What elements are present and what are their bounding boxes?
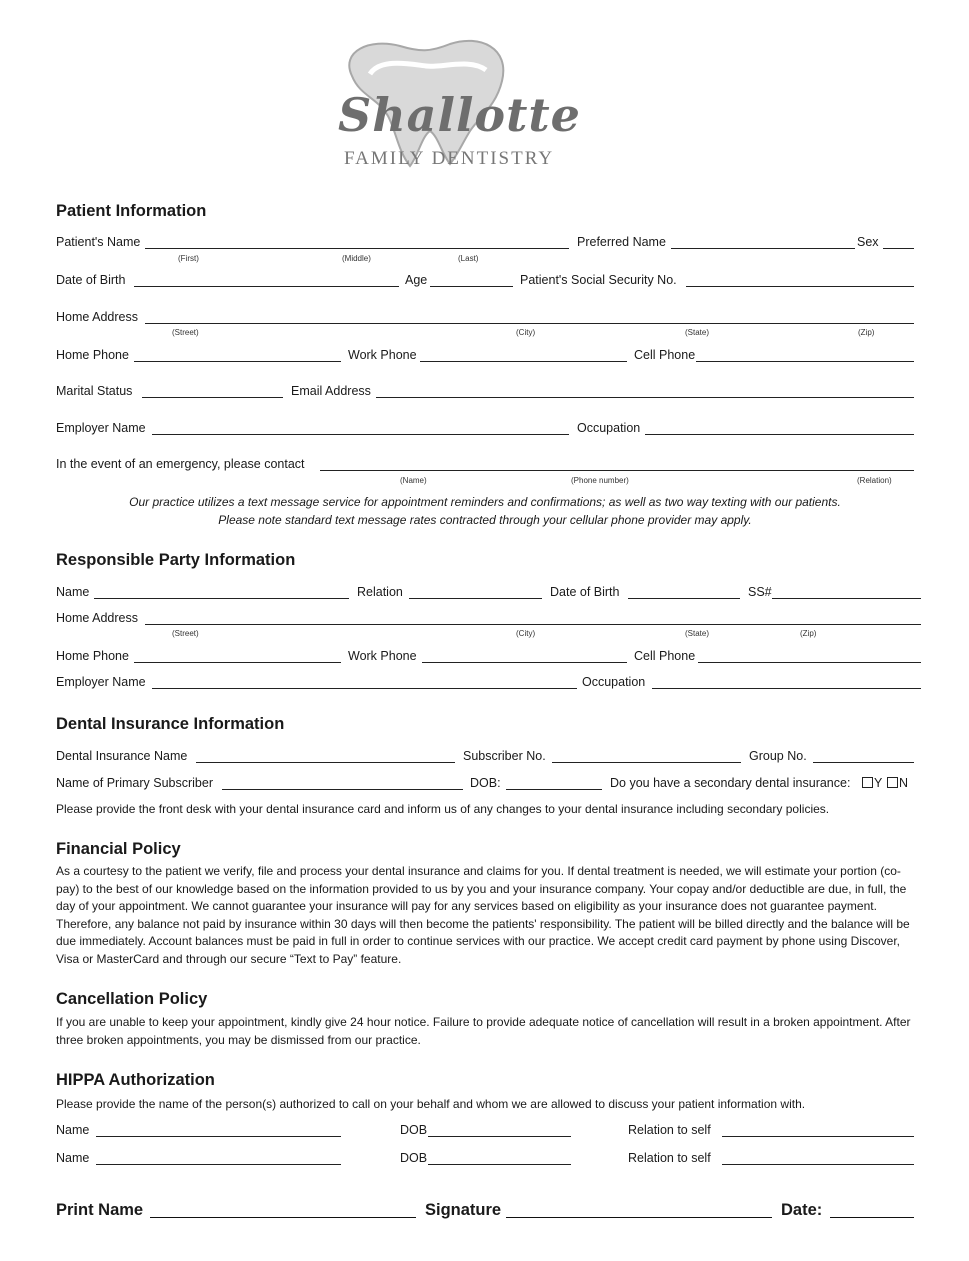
ins-dob-label: DOB: [470, 776, 501, 790]
emergency-label: In the event of an emergency, please contact [56, 457, 305, 471]
logo-tagline: FAMILY DENTISTRY [344, 148, 555, 169]
no-label: N [899, 776, 909, 790]
marital-status-label: Marital Status [56, 384, 133, 398]
work-phone-label: Work Phone [348, 348, 417, 362]
hippa-heading: HIPPA Authorization [56, 1071, 215, 1089]
ins-name-field[interactable] [196, 762, 455, 763]
signature-field[interactable] [506, 1217, 772, 1218]
rp-ss-field[interactable] [772, 598, 921, 599]
email-label: Email Address [291, 384, 371, 398]
home-phone-label: Home Phone [56, 348, 129, 362]
rp-dob-label: Date of Birth [550, 585, 620, 599]
ssn-label: Patient's Social Security No. [520, 273, 677, 287]
secondary-yes-checkbox[interactable] [862, 777, 873, 788]
rp-street-sublabel: (Street) [172, 629, 199, 638]
first-sublabel: (First) [178, 254, 199, 263]
zip-sublabel: (Zip) [858, 328, 875, 337]
secondary-insurance-label: Do you have a secondary dental insurance: [610, 776, 851, 790]
rp-cell-phone-field[interactable] [698, 662, 921, 663]
hippa-name-field-2[interactable] [96, 1164, 341, 1165]
subscriber-no-field[interactable] [552, 762, 741, 763]
rp-dob-field[interactable] [628, 598, 740, 599]
financial-policy-heading: Financial Policy [56, 840, 181, 858]
middle-sublabel: (Middle) [342, 254, 371, 263]
hippa-relation-label-1: Relation to self [628, 1123, 711, 1137]
ins-dob-field[interactable] [506, 789, 602, 790]
hippa-relation-field-1[interactable] [722, 1136, 914, 1137]
rp-relation-label: Relation [357, 585, 403, 599]
subscriber-no-label: Subscriber No. [463, 749, 546, 763]
ssn-field[interactable] [686, 286, 914, 287]
city-sublabel: (City) [516, 328, 536, 337]
financial-policy-text: As a courtesy to the patient we verify, file and process your dental insurance and claims for you. If dental treatment is needed, we will estimate your portion (co-pay) to the best of our knowledge based on the information provided to us by you and your insurance company. Your copay and/or deductible are due, in full, the day of your appointment. We cannot guarantee your insurance will pay for any services based on eligibility as your insurance does not guarantee payment. Therefore, any balance not paid by insurance within 30 days will then become the patients' responsibility. The patient will be billed directly and the balance will be due immediately. Account balances must be paid in full in order to continue services with our practice. We accept credit card payment by phone using Discover, Visa or MasterCard and through our secure “Text to Pay” feature. [56, 864, 910, 966]
hippa-dob-label-1: DOB [400, 1123, 428, 1137]
rp-home-address-field[interactable] [145, 624, 921, 625]
patient-info-heading: Patient Information [56, 202, 207, 220]
print-name-field[interactable] [150, 1217, 416, 1218]
patients-name-label: Patient's Name [56, 235, 141, 249]
logo-script-name: Shallotte [338, 88, 581, 142]
sex-label: Sex [857, 235, 879, 249]
home-phone-field[interactable] [134, 361, 341, 362]
em-name-sublabel: (Name) [400, 476, 427, 485]
rp-name-label: Name [56, 585, 90, 599]
rp-home-address-label: Home Address [56, 611, 138, 625]
age-field[interactable] [430, 286, 513, 287]
text-message-note-1: Our practice utilizes a text message service for appointment reminders and confirmations; as well as two way texting with our patients. [129, 495, 841, 509]
cancellation-policy-text: If you are unable to keep your appointment, kindly give 24 hour notice. Failure to provide adequate notice of cancellation will result in a broken appointment. After three broken appointments, you may be dismissed from our practice. [56, 1015, 911, 1047]
rp-work-phone-field[interactable] [422, 662, 627, 663]
insurance-note: Please provide the front desk with your dental insurance card and inform us of any changes to your dental insurance including secondary policies. [56, 802, 830, 816]
print-name-label: Print Name [56, 1201, 144, 1219]
hippa-name-label-2: Name [56, 1151, 90, 1165]
rp-name-field[interactable] [94, 598, 349, 599]
preferred-name-label: Preferred Name [577, 235, 666, 249]
rp-employer-label: Employer Name [56, 675, 146, 689]
emergency-field[interactable] [320, 470, 914, 471]
em-phone-sublabel: (Phone number) [571, 476, 629, 485]
secondary-no-option[interactable] [886, 776, 908, 790]
patients-name-field[interactable] [145, 248, 569, 249]
ins-name-label: Dental Insurance Name [56, 749, 188, 763]
dob-field[interactable] [134, 286, 399, 287]
primary-subscriber-label: Name of Primary Subscriber [56, 776, 213, 790]
home-address-field[interactable] [145, 323, 914, 324]
occupation-label: Occupation [577, 421, 641, 435]
cell-phone-field[interactable] [696, 361, 914, 362]
rp-cell-phone-label: Cell Phone [634, 649, 696, 663]
hippa-dob-field-1[interactable] [428, 1136, 571, 1137]
responsible-party-heading: Responsible Party Information [56, 551, 296, 569]
rp-occupation-label: Occupation [582, 675, 646, 689]
rp-home-phone-label: Home Phone [56, 649, 129, 663]
home-address-label: Home Address [56, 310, 138, 324]
hippa-relation-label-2: Relation to self [628, 1151, 711, 1165]
street-sublabel: (Street) [172, 328, 199, 337]
signature-label: Signature [425, 1201, 502, 1219]
rp-zip-sublabel: (Zip) [800, 629, 817, 638]
occupation-field[interactable] [645, 434, 914, 435]
date-field[interactable] [830, 1217, 914, 1218]
rp-city-sublabel: (City) [516, 629, 536, 638]
hippa-relation-field-2[interactable] [722, 1164, 914, 1165]
state-sublabel: (State) [685, 328, 710, 337]
rp-relation-field[interactable] [409, 598, 542, 599]
secondary-no-checkbox[interactable] [887, 777, 898, 788]
em-relation-sublabel: (Relation) [857, 476, 892, 485]
insurance-heading: Dental Insurance Information [56, 715, 285, 733]
hippa-name-field-1[interactable] [96, 1136, 341, 1137]
hippa-dob-field-2[interactable] [428, 1164, 571, 1165]
rp-employer-field[interactable] [152, 688, 577, 689]
sex-field[interactable] [883, 248, 914, 249]
employer-field[interactable] [152, 434, 569, 435]
cancellation-policy-heading: Cancellation Policy [56, 990, 208, 1008]
marital-status-field[interactable] [142, 397, 283, 398]
email-field[interactable] [376, 397, 914, 398]
secondary-yes-option[interactable] [861, 776, 882, 790]
group-no-label: Group No. [749, 749, 807, 763]
rp-home-phone-field[interactable] [134, 662, 341, 663]
rp-occupation-field[interactable] [652, 688, 921, 689]
practice-logo [330, 36, 620, 186]
age-label: Age [405, 273, 428, 287]
primary-subscriber-field[interactable] [222, 789, 463, 790]
preferred-name-field[interactable] [671, 248, 855, 249]
cell-phone-label: Cell Phone [634, 348, 696, 362]
yes-label: Y [874, 776, 883, 790]
rp-ss-label: SS# [748, 585, 772, 599]
hippa-intro: Please provide the name of the person(s) authorized to call on your behalf and whom we are allowed to discuss your patient information with. [56, 1097, 806, 1111]
hippa-dob-label-2: DOB [400, 1151, 428, 1165]
text-message-note-2: Please note standard text message rates contracted through your cellular phone provider may apply. [218, 513, 752, 527]
dob-label: Date of Birth [56, 273, 126, 287]
rp-work-phone-label: Work Phone [348, 649, 417, 663]
rp-state-sublabel: (State) [685, 629, 710, 638]
hippa-name-label-1: Name [56, 1123, 90, 1137]
last-sublabel: (Last) [458, 254, 479, 263]
employer-label: Employer Name [56, 421, 146, 435]
group-no-field[interactable] [813, 762, 914, 763]
date-label: Date: [781, 1201, 823, 1219]
work-phone-field[interactable] [420, 361, 627, 362]
